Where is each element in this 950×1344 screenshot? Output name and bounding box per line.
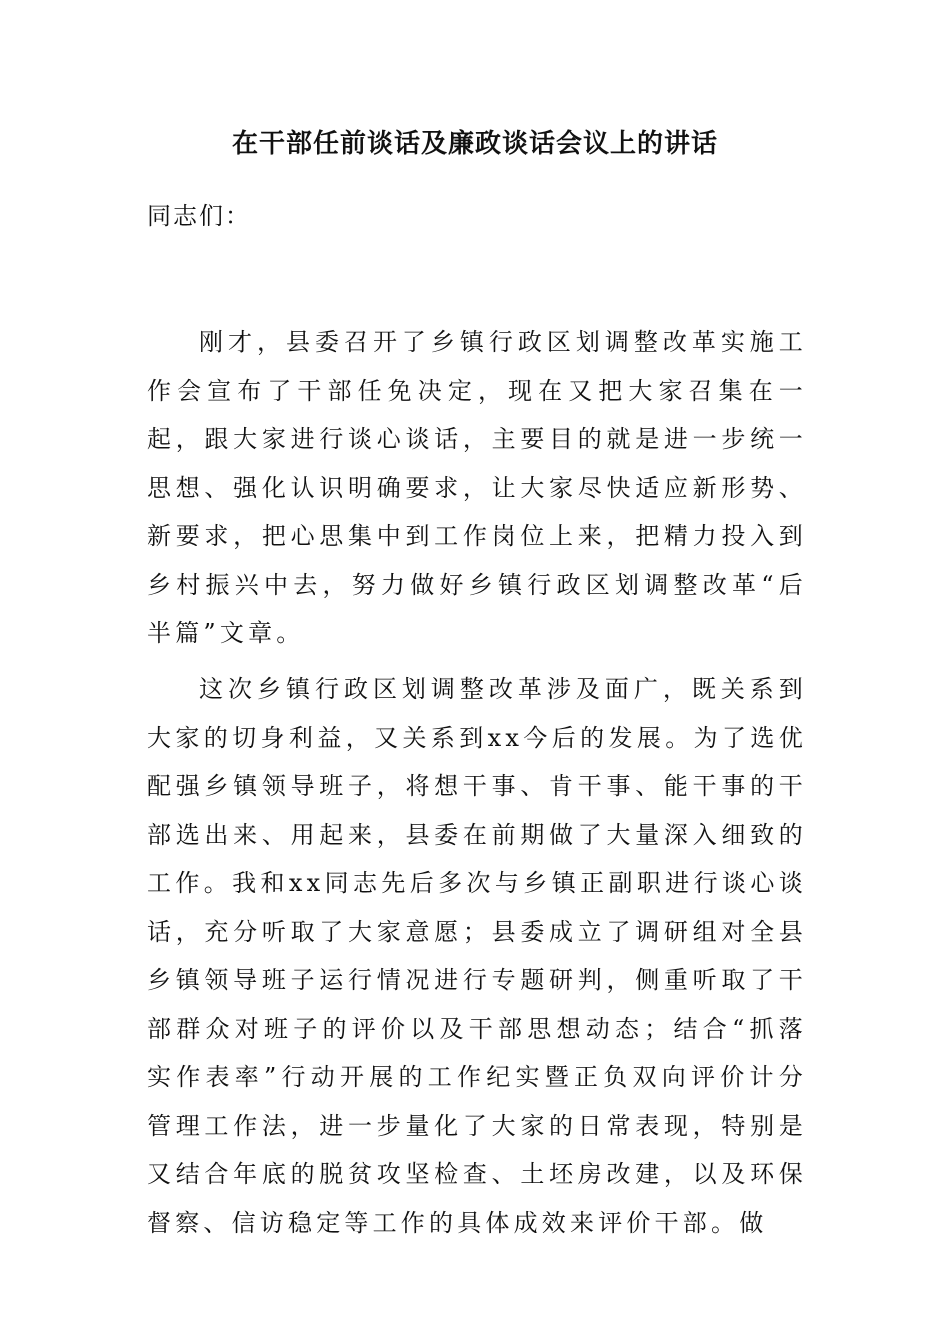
salutation: 同志们： [147, 202, 251, 230]
paragraph-2: 这次乡镇行政区划调整改革涉及面广，既关系到大家的切身利益，又关系到xx今后的发展。为了选优配强乡镇领导班子，将想干事、肯干事、能干事的干部选出来、用起来，县委在前期做了大量深入细致的工作。我和xx同志先后多次与乡镇正副职进行谈心谈话，充分听取了大家意愿；县委成立了调研组对全县乡镇领导班子运行情况进行专题研判，侧重听取了干部群众对班子的评价以及干部思想动态；结合“抓落实作表率”行动开展的工作纪实暨正负双向评价计分管理工作法，进一步量化了大家的日常表现，特别是又结合年底的脱贫攻坚检查、土坯房改建，以及环保督察、信访稳定等工作的具体成效来评价干部。做 [147, 675, 807, 1237]
paragraph-1: 刚才，县委召开了乡镇行政区划调整改革实施工作会宣布了干部任免决定，现在又把大家召集在一起，跟大家进行谈心谈话，主要目的就是进一步统一思想、强化认识明确要求，让大家尽快适应新形势、新要求，把心思集中到工作岗位上来，把精力投入到乡村振兴中去，努力做好乡镇行政区划调整改革“后半篇”文章。 [147, 328, 807, 647]
document-title: 在干部任前谈话及廉政谈话会议上的讲话 [231, 129, 718, 159]
